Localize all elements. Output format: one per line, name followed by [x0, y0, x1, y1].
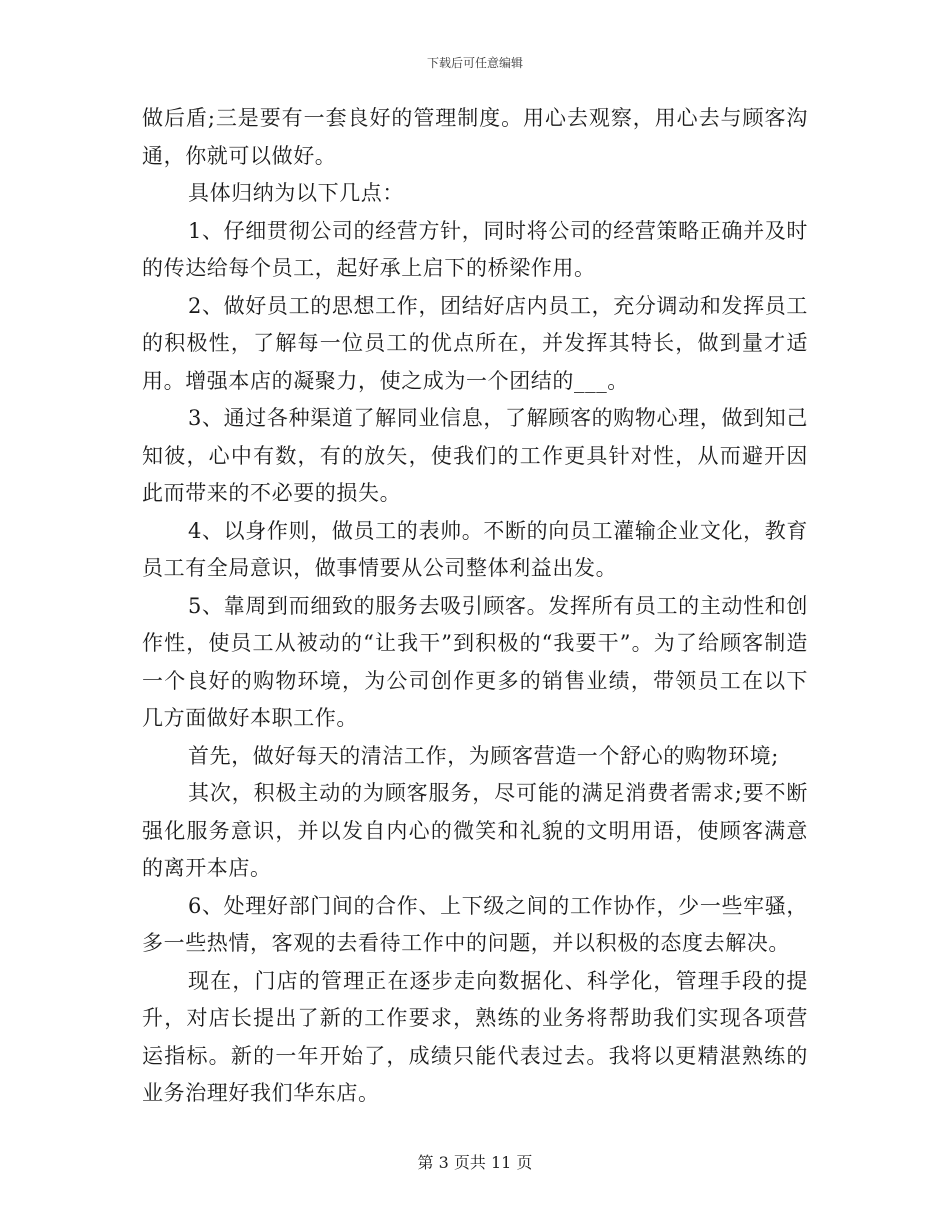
page-number: 第 3 页共 11 页: [417, 1153, 533, 1172]
paragraph-9: 其次，积极主动的为顾客服务，尽可能的满足消费者需求;要不断强化服务意识，并以发自内心的微笑和礼貌的文明用语，使顾客满意的离开本店。: [142, 781, 808, 880]
paragraph-5: 3、通过各种渠道了解同业信息，了解顾客的购物心理，做到知己知彼，心中有数，有的放矢，使我们的工作更具针对性，从而避开因此而带来的不必要的损失。: [142, 406, 808, 505]
paragraph-6: 4、以身作则，做员工的表帅。不断的向员工灌输企业文化，教育员工有全局意识，做事情要从公司整体利益出发。: [142, 518, 808, 580]
document-body: [142, 100, 808, 1113]
paragraph-8: 首先，做好每天的清洁工作，为顾客营造一个舒心的购物环境;: [188, 743, 779, 768]
paragraph-11: 现在，门店的管理正在逐步走向数据化、科学化，管理手段的提升，对店长提出了新的工作要求，熟练的业务将帮助我们实现各项营运指标。新的一年开始了，成绩只能代表过去。我将以更精湛熟练的业务治理好我们华东店。: [142, 968, 808, 1105]
paragraph-10: 6、处理好部门间的合作、上下级之间的工作协作，少一些牢骚，多一些热情，客观的去看待工作中的问题，并以积极的态度去解决。: [142, 893, 808, 955]
paragraph-3: 1、仔细贯彻公司的经营方针，同时将公司的经营策略正确并及时的传达给每个员工，起好承上启下的桥梁作用。: [142, 218, 808, 280]
header-note: 下载后可任意编辑: [426, 56, 523, 70]
paragraph-7: 5、靠周到而细致的服务去吸引顾客。发挥所有员工的主动性和创作性，使员工从被动的“让我干”到积极的“我要干”。为了给顾客制造一个良好的购物环境，为公司创作更多的销售业绩，带领员工在以下几方面做好本职工作。: [142, 593, 808, 730]
paragraph-2: 具体归纳为以下几点：: [188, 181, 404, 205]
paragraph-1: 做后盾;三是要有一套良好的管理制度。用心去观察，用心去与顾客沟通，你就可以做好。: [142, 106, 808, 168]
paragraph-4: 2、做好员工的思想工作，团结好店内员工，充分调动和发挥员工的积极性，了解每一位员工的优点所在，并发挥其特长，做到量才适用。增强本店的凝聚力，使之成为一个团结的___。: [142, 293, 808, 393]
